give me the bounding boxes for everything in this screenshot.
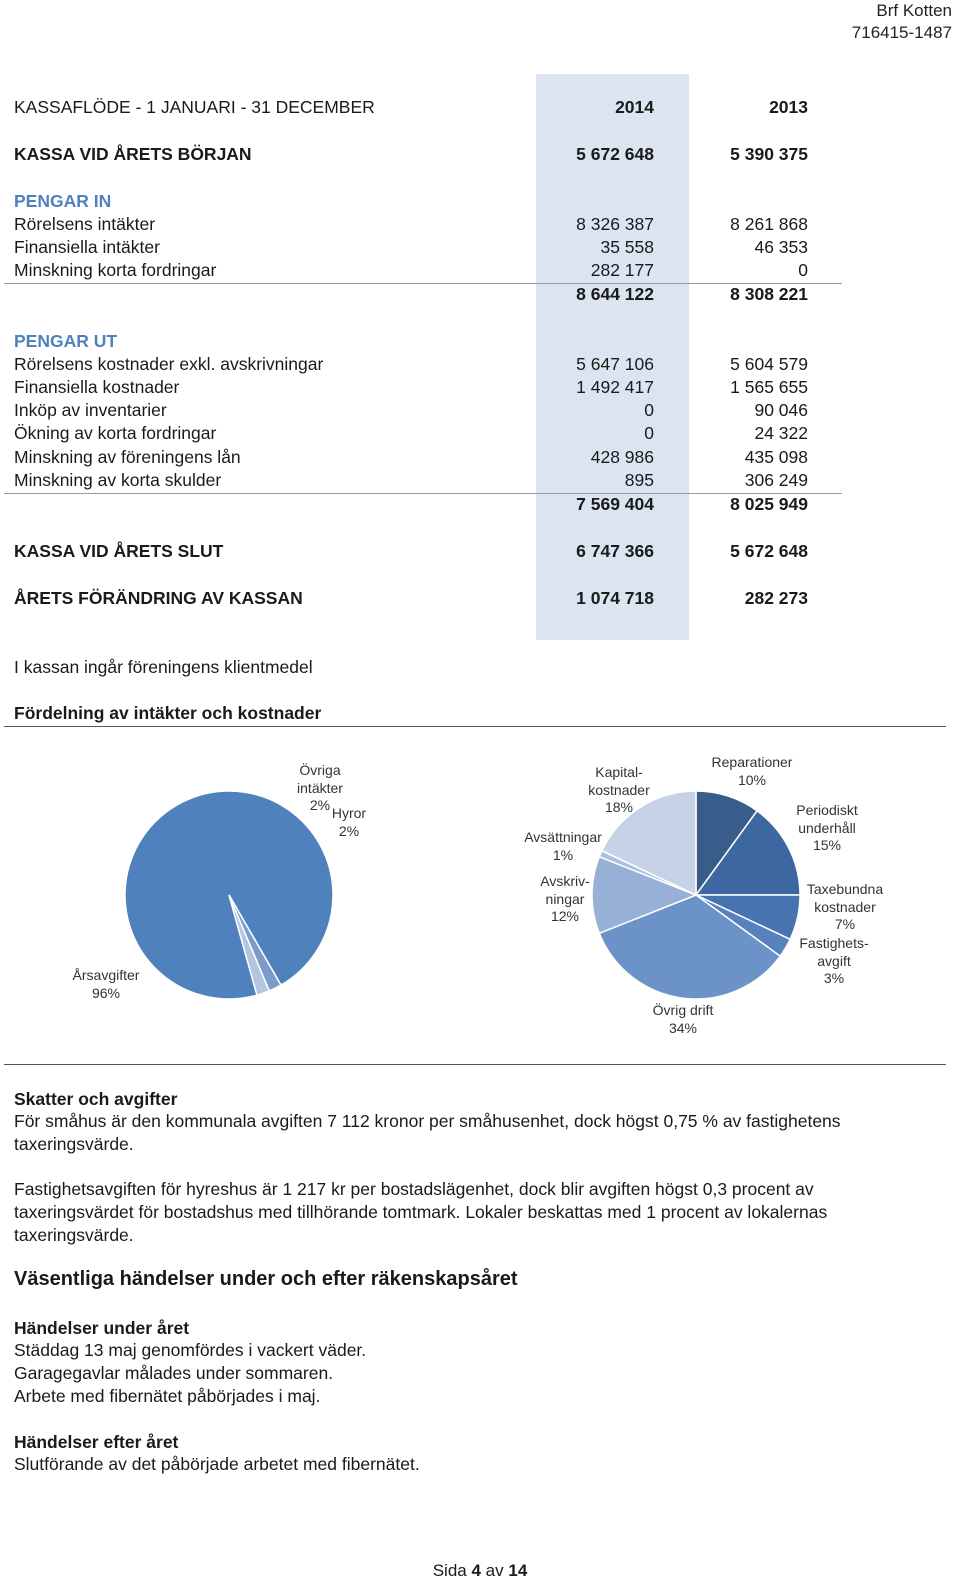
row-label: Minskning av föreningens lån: [14, 447, 241, 467]
pie-label-text: Avsättningar: [524, 829, 602, 845]
pie-label-arsavgifter: [66, 967, 146, 1002]
taxes-paragraph-2-line: taxeringsvärdet för bostadshus med tillhörande tomtmark. Lokaler beskattas med 1 procent av lokalernas: [14, 1202, 828, 1222]
list-item: Garagegavlar målades under sommaren.: [14, 1363, 334, 1383]
pie-label-text: Fastighets-: [799, 935, 869, 951]
pie-label-pct: 10%: [737, 771, 767, 788]
list-item: Städdag 13 maj genomfördes i vackert väder.: [14, 1340, 367, 1360]
money-in-total-2014: 8 644 122: [576, 284, 654, 304]
taxes-paragraph-1-line: För småhus är den kommunala avgiften 7 112 kronor per småhusenhet, dock högst 0,75 % av fastighetens: [14, 1111, 841, 1131]
money-out-total-row: [14, 493, 814, 516]
page-total: 14: [508, 1561, 528, 1580]
money-out-title: PENGAR UT: [14, 331, 118, 351]
row-value-2014: 0: [644, 423, 654, 443]
row-label: Rörelsens kostnader exkl. avskrivningar: [14, 354, 324, 374]
pie-label-text: underhåll: [798, 819, 856, 836]
row-label: Finansiella kostnader: [14, 377, 180, 397]
cash-change-2013: 282 273: [744, 588, 808, 608]
cash-change-row: [14, 587, 814, 610]
opening-cash-2014: 5 672 648: [576, 144, 654, 164]
events-during-heading: Händelser under året: [14, 1318, 190, 1338]
pie-label-text: intäkter: [297, 779, 343, 796]
footer-prefix: Sida: [432, 1561, 467, 1580]
opening-cash-label: KASSA VID ÅRETS BÖRJAN: [14, 144, 252, 164]
table-row: [14, 213, 814, 236]
closing-cash-label: KASSA VID ÅRETS SLUT: [14, 541, 224, 561]
table-row: [14, 446, 814, 469]
pie-label-pct: 2%: [309, 797, 331, 813]
pie-label-kapitalkostnader: [578, 764, 660, 817]
row-label: Rörelsens intäkter: [14, 214, 156, 234]
pie-label-hyror: [326, 805, 372, 840]
pie-label-text: kostnader: [814, 898, 876, 915]
table-row: [14, 353, 814, 376]
table-row: [14, 469, 814, 492]
pie-label-text: Årsavgifter: [72, 967, 140, 983]
closing-cash-2014: 6 747 366: [576, 541, 654, 561]
pie-label-reparationer: [700, 754, 804, 789]
pie-label-pct: 3%: [823, 970, 845, 986]
pie-label-text: ningar: [545, 890, 585, 907]
opening-cash-row: [14, 143, 814, 166]
list-item: Slutförande av det påbörjade arbetet med fibernätet.: [14, 1454, 420, 1474]
events-after-heading: Händelser efter året: [14, 1432, 179, 1452]
pie-label-text: Övriga: [299, 762, 341, 778]
year-2013: 2013: [769, 97, 808, 117]
page-footer: [0, 1561, 960, 1581]
year-2014: 2014: [615, 97, 654, 117]
pie-label-text: Reparationer: [711, 754, 793, 770]
table-row: [14, 422, 814, 445]
cash-change-2014: 1 074 718: [576, 588, 654, 608]
pie-label-periodiskt-underhall: [788, 802, 866, 855]
client-funds-note: I kassan ingår föreningens klientmedel: [14, 657, 313, 677]
row-value-2014: 895: [624, 470, 654, 490]
distribution-top-rule: [4, 726, 946, 727]
pie-label-pct: 2%: [338, 822, 360, 839]
money-in-total-row: [14, 283, 814, 306]
pie-label-taxebundna: [800, 881, 890, 934]
row-value-2014: 5 647 106: [576, 354, 654, 374]
row-value-2014: 428 986: [590, 447, 654, 467]
row-value-2014: 0: [644, 400, 654, 420]
pie-label-pct: 1%: [552, 846, 574, 863]
row-value-2013: 8 261 868: [730, 214, 808, 234]
org-number: 716415-1487: [851, 23, 952, 42]
pie-label-pct: 34%: [668, 1019, 698, 1036]
table-row: [14, 259, 814, 282]
pie-label-pct: 7%: [834, 916, 856, 932]
money-in-total-2013: 8 308 221: [730, 284, 808, 304]
pie-label-fastighetsavgift: [796, 935, 872, 988]
opening-cash-2013: 5 390 375: [730, 144, 808, 164]
row-value-2013: 1 565 655: [730, 377, 808, 397]
money-out-total-2014: 7 569 404: [576, 494, 654, 514]
taxes-heading: Skatter och avgifter: [14, 1089, 178, 1109]
row-value-2014: 282 177: [590, 260, 654, 280]
row-label: Finansiella intäkter: [14, 237, 160, 257]
table-row: [14, 376, 814, 399]
row-value-2013: 90 046: [754, 400, 808, 420]
row-label: Inköp av inventarier: [14, 400, 167, 420]
pie-label-ovrig-drift: [640, 1002, 726, 1037]
pie-label-text: Periodiskt: [796, 802, 858, 818]
pie-label-text: Avskriv-: [540, 873, 590, 889]
taxes-paragraph-2-line: Fastighetsavgiften för hyreshus är 1 217 kr per bostadslägenhet, dock blir avgiften högst 0,3 procent av: [14, 1179, 814, 1199]
money-out-title-row: [14, 330, 814, 353]
list-item: Arbete med fibernätet påbörjades i maj.: [14, 1386, 321, 1406]
row-label: Ökning av korta fordringar: [14, 423, 217, 443]
pie-label-pct: 96%: [91, 984, 121, 1001]
row-value-2013: 5 604 579: [730, 354, 808, 374]
row-value-2013: 24 322: [754, 423, 808, 443]
taxes-paragraph-1-line: taxeringsvärde.: [14, 1134, 134, 1154]
row-value-2014: 35 558: [600, 237, 654, 257]
events-heading: Väsentliga händelser under och efter räkenskapsåret: [14, 1268, 518, 1290]
cashflow-title: KASSAFLÖDE - 1 JANUARI - 31 DECEMBER: [14, 97, 375, 117]
table-row: [14, 399, 814, 422]
pie-label-text: Hyror: [331, 805, 367, 821]
row-label: Minskning av korta skulder: [14, 470, 222, 490]
row-value-2013: 0: [798, 260, 808, 280]
money-in-title: PENGAR IN: [14, 191, 112, 211]
money-out-total-2013: 8 025 949: [730, 494, 808, 514]
page-number: 4: [471, 1561, 481, 1580]
pie-label-pct: 15%: [812, 837, 842, 853]
row-value-2013: 306 249: [744, 470, 808, 490]
pie-label-text: Övrig drift: [652, 1002, 714, 1018]
company-name: Brf Kotten: [876, 1, 952, 20]
money-in-title-row: [14, 190, 814, 213]
pie-label-pct: 12%: [550, 908, 580, 924]
cashflow-title-row: [14, 96, 814, 119]
pie-label-avsattningar: [518, 829, 608, 864]
pie-label-avskrivningar: [528, 873, 602, 926]
table-row: [14, 236, 814, 259]
cash-change-label: ÅRETS FÖRÄNDRING AV KASSAN: [14, 588, 303, 608]
row-value-2014: 8 326 387: [576, 214, 654, 234]
pie-label-text: Taxebundna: [806, 881, 884, 897]
taxes-paragraph-2-line: taxeringsvärde.: [14, 1225, 134, 1245]
row-value-2014: 1 492 417: [576, 377, 654, 397]
pie-label-text: Kapital-: [595, 764, 643, 780]
distribution-bottom-rule: [4, 1064, 946, 1065]
pie-label-text: avgift: [817, 952, 851, 969]
row-value-2013: 46 353: [754, 237, 808, 257]
distribution-title: Fördelning av intäkter och kostnader: [14, 703, 322, 723]
pie-label-pct: 18%: [604, 799, 634, 815]
closing-cash-row: [14, 540, 814, 563]
footer-mid: av: [485, 1561, 504, 1580]
pie-label-text: kostnader: [588, 781, 650, 798]
row-value-2013: 435 098: [744, 447, 808, 467]
row-label: Minskning korta fordringar: [14, 260, 217, 280]
closing-cash-2013: 5 672 648: [730, 541, 808, 561]
